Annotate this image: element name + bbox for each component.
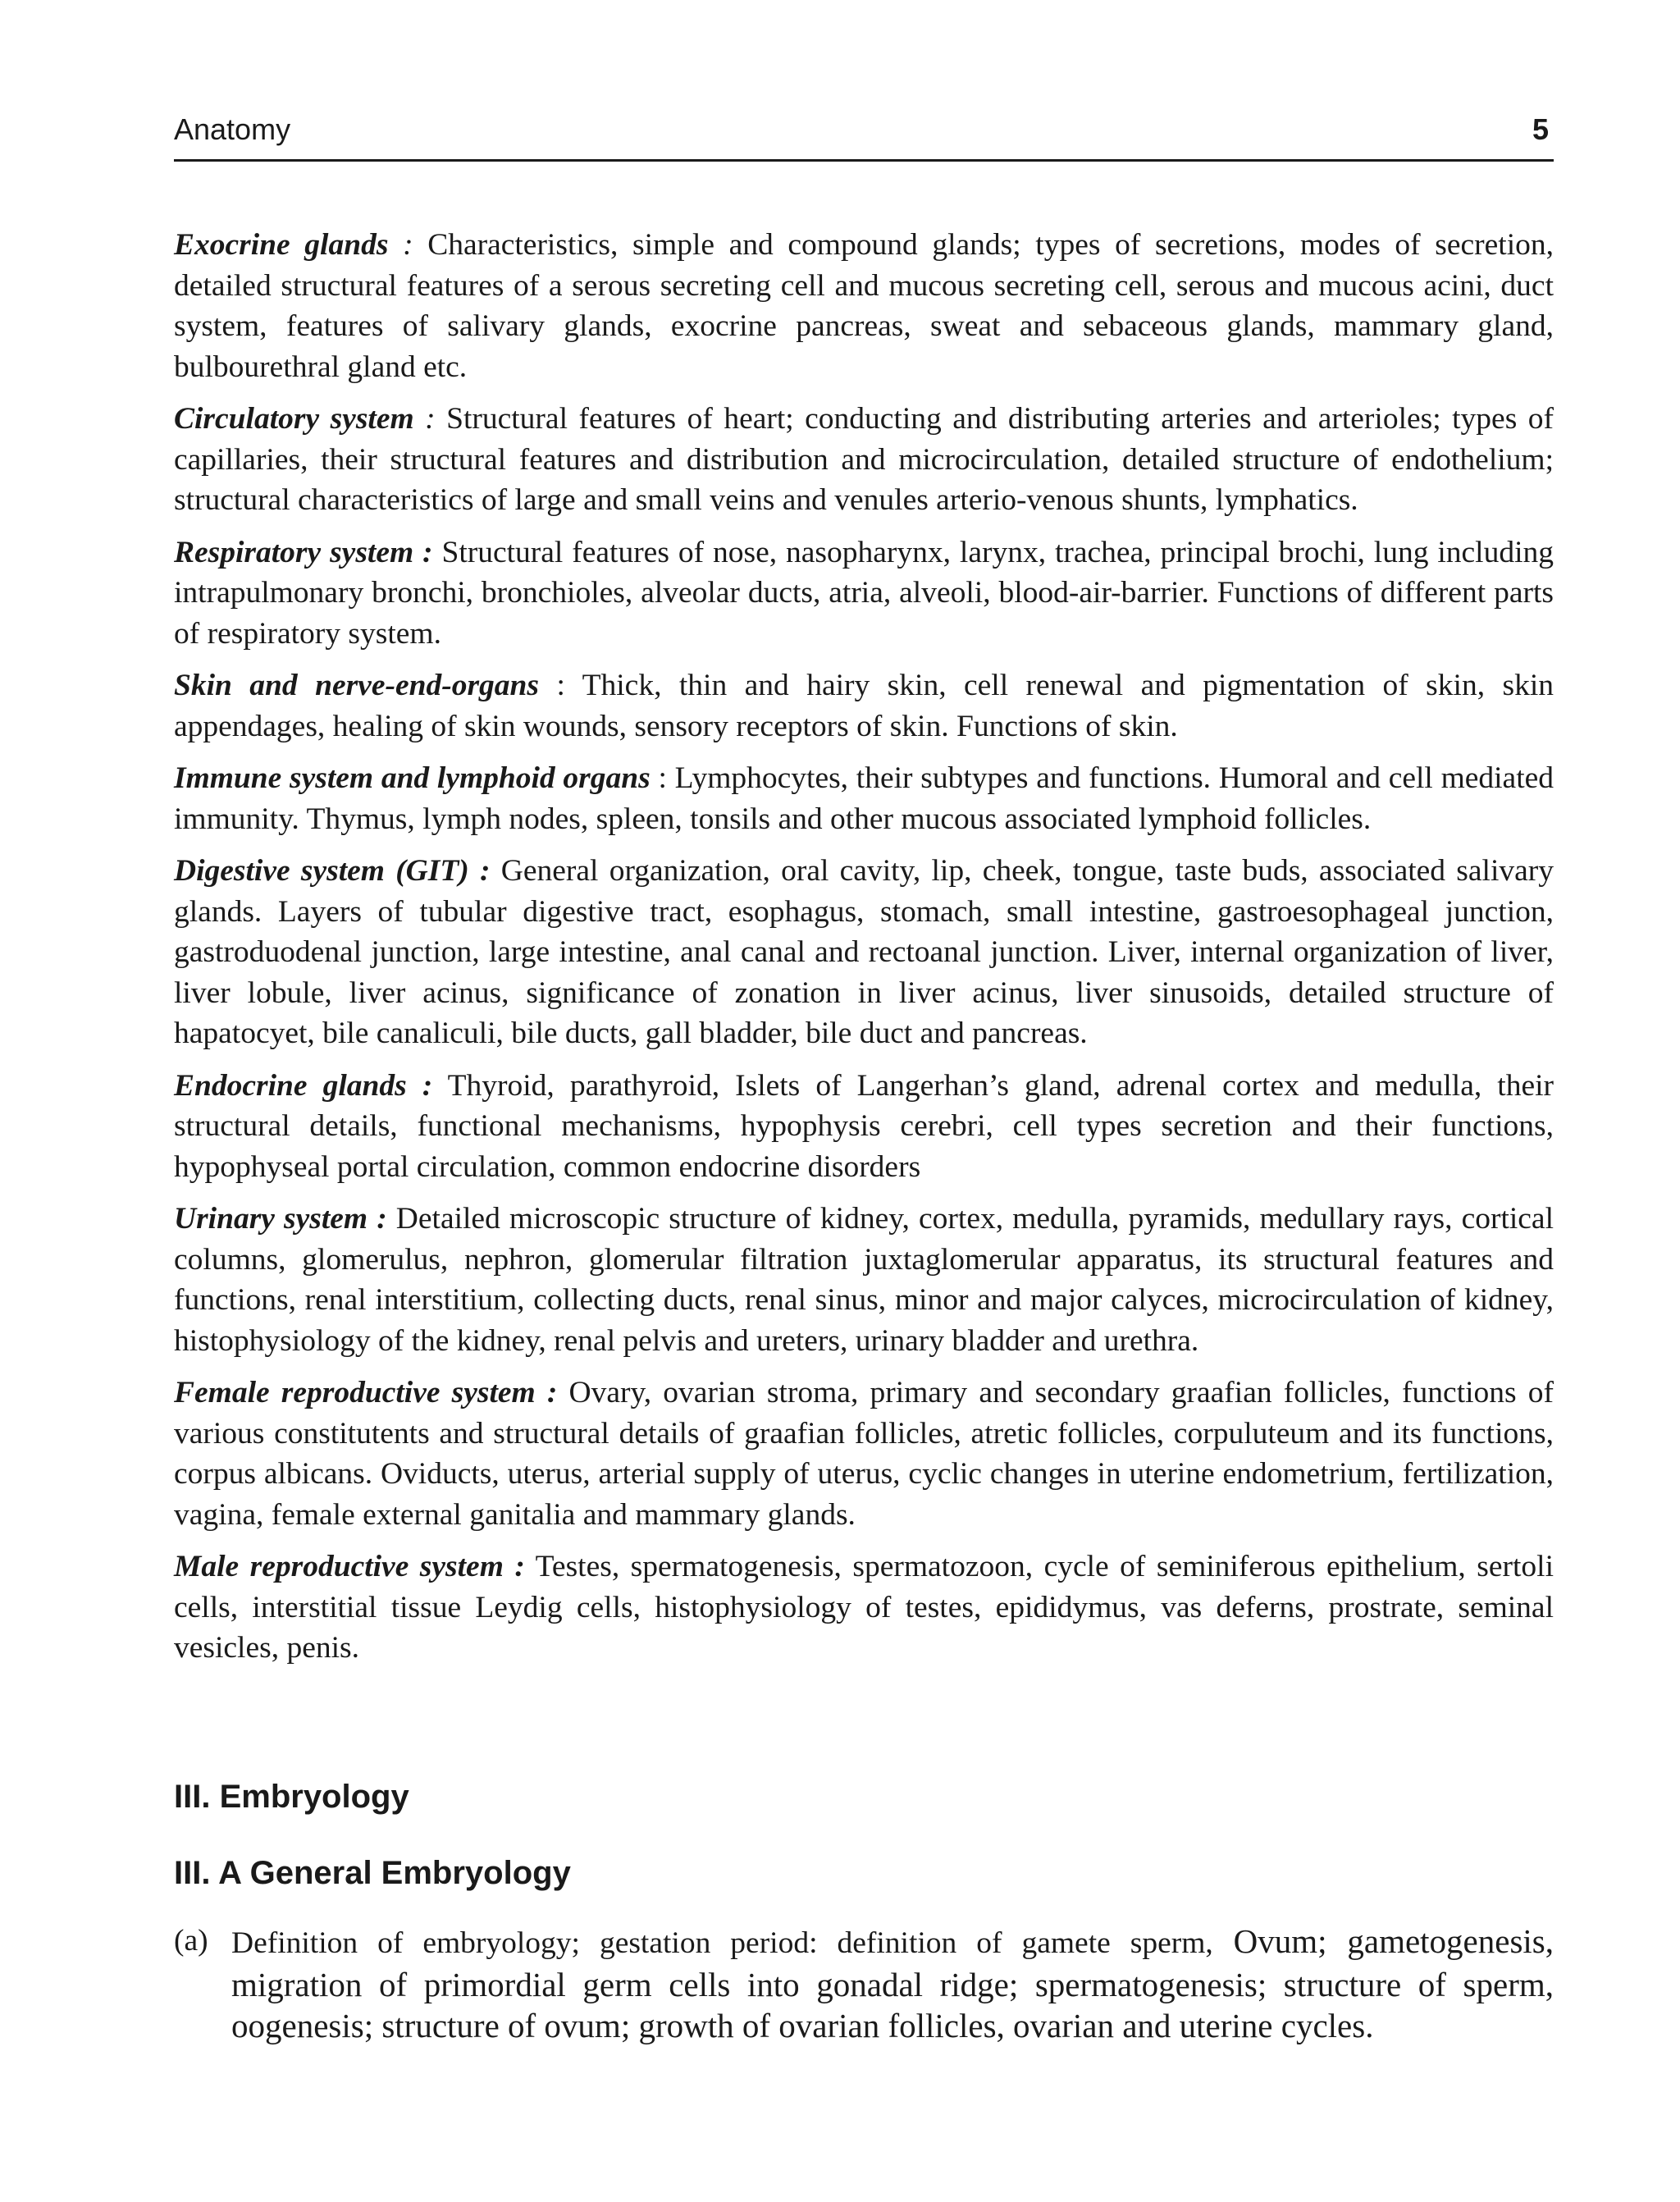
section-text: Ovary, ovarian stroma, primary and secondary graafian follicles, functions of various constitutents and structural details of graafian follicles, atretic follicles, corpuluteum and its functions, corpus albicans. Oviducts, uterus, arterial supply of uterus, cyclic changes in uterine endometrium, fertilization, vagina, female external ganitalia and mammary glands. (174, 1376, 1554, 1532)
section-term: Urinary system : (174, 1202, 387, 1236)
section-text: Thick, thin and hairy skin, cell renewal and pigmentation of skin, skin appendages, healing of skin wounds, sensory receptors of skin. Functions of skin. (174, 669, 1554, 743)
section-text: General organization, oral cavity, lip, cheek, tongue, taste buds, associated salivary glands. Layers of tubular digestive tract, esophagus, stomach, small intestine, gastroesophageal junction, gastroduodenal junction, large intestine, anal canal and rectoanal junction. Liver, internal organization of liver, liver lobule, liver acinus, significance of zonation in liver acinus, liver sinusoids, detailed structure of hapatocyet, bile canaliculi, bile ducts, gall bladder, bile duct and pancreas. (174, 854, 1554, 1050)
section-term: Circulatory system (174, 402, 414, 436)
section-text: Testes, spermatogenesis, spermatozoon, cycle of seminiferous epithelium, sertoli cells, interstitial tissue Leydig cells, histophysiology of testes, epididymus, vas deferns, prostrate, seminal vesicles, penis. (174, 1550, 1554, 1665)
section-term: Male reproductive system : (174, 1550, 525, 1583)
list-item-text-part1: Definition of embryology; gestation period: definition of gamete sperm, (231, 1926, 1213, 1960)
section-paragraph (174, 225, 1554, 387)
section-paragraph (174, 1546, 1554, 1669)
section-paragraph (174, 1199, 1554, 1361)
section-text: Characteristics, simple and compound glands; types of secretions, modes of secretion, detailed structural features of a serous secreting cell and mucous secreting cell, serous and mucous acini, duct system, features of salivary glands, exocrine pancreas, sweat and sebaceous glands, mammary gland, bulbourethral gland etc. (174, 228, 1554, 384)
section-term: Respiratory system : (174, 535, 433, 569)
section-term: Endocrine glands : (174, 1068, 433, 1103)
section-paragraph (174, 758, 1554, 839)
running-header (174, 108, 1554, 151)
section-term: Skin and nerve-end-organs (174, 669, 539, 702)
section-text: Structural features of heart; conducting and distributing arteries and arterioles; types of capillaries, their structural features and distribution and microcirculation, detailed structure of endothelium; structural characteristics of large and small veins and venules arterio-venous shunts, lymphatics. (174, 402, 1554, 517)
list-item-text (231, 1921, 1554, 2046)
section-text: Structural features of nose, nasopharynx, larynx, trachea, principal brochi, lung including intrapulmonary bronchi, bronchioles, alveolar ducts, atria, alveoli, blood-air-barrier. Functions of different parts of respiratory system. (174, 535, 1554, 651)
section-separator: : (425, 402, 436, 436)
section-text: Lymphocytes, their subtypes and functions. Humoral and cell mediated immunity. Thymus, lymph nodes, spleen, tonsils and other mucous associated lymphoid follicles. (174, 761, 1554, 836)
section-paragraph (174, 399, 1554, 521)
section-paragraph (174, 851, 1554, 1054)
section-paragraph (174, 532, 1554, 655)
section-term: Digestive system (GIT) : (174, 854, 491, 888)
section-text: Detailed microscopic structure of kidney, cortex, medulla, pyramids, medullary rays, cortical columns, glomerulus, nephron, glomerular filtration juxtaglomerular apparatus, its structural features and functions, renal interstitium, collecting ducts, renal sinus, minor and major calyces, microcirculation of kidney, histophysiology of the kidney, renal pelvis and ureters, urinary bladder and urethra. (174, 1202, 1554, 1358)
section-heading-general-embryology: III. A General Embryology (174, 1855, 571, 1891)
section-separator: : (403, 228, 413, 262)
header-title: Anatomy (174, 112, 291, 146)
histology-topics (174, 225, 1554, 1680)
list-item-text-part2: Ovum; gametogenesis, migration of primordial germ cells into gonadal ridge; spermatogenesis; structure of sperm, oogenesis; structure of ovum; growth of ovarian follicles, ovarian and uterine cycles. (231, 1922, 1554, 2044)
section-paragraph (174, 665, 1554, 747)
section-heading-embryology: III. Embryology (174, 1779, 409, 1815)
list-item (174, 1921, 1554, 2046)
list-item-marker: (a) (174, 1924, 208, 1958)
section-separator: : (556, 669, 565, 702)
section-term: Immune system and lymphoid organs (174, 761, 651, 795)
section-separator: : (658, 761, 667, 795)
section-paragraph (174, 1373, 1554, 1535)
section-term: Exocrine glands (174, 228, 389, 262)
section-paragraph (174, 1066, 1554, 1188)
header-rule (174, 159, 1554, 162)
section-text: Thyroid, parathyroid, Islets of Langerhan’s gland, adrenal cortex and medulla, their structural details, functional mechanisms, hypophysis cerebri, cell types secretion and their functions, hypophyseal portal circulation, common endocrine disorders (174, 1068, 1554, 1184)
page-number: 5 (1532, 112, 1549, 146)
section-term: Female reproductive system : (174, 1376, 558, 1409)
